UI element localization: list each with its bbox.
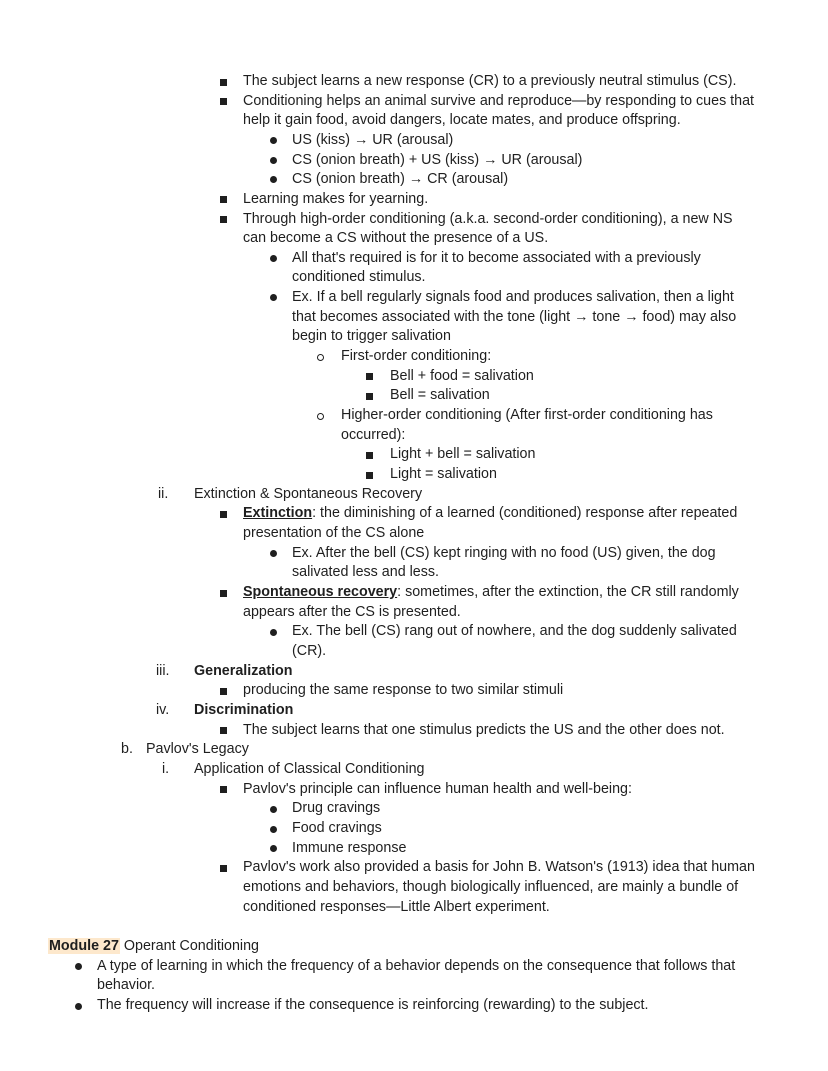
text-line: can become a CS without the presence of a US. (243, 230, 549, 246)
round-bullet-icon (270, 544, 277, 564)
list-marker: i. (162, 761, 170, 777)
square-bullet-icon (220, 210, 227, 230)
list-marker: ii. (158, 486, 169, 502)
text-line: Pavlov's work also provided a basis for John B. Watson's (1913) idea that human (243, 859, 755, 875)
text-line: Spontaneous recovery: sometimes, after the extinction, the CR still randomly (243, 584, 739, 600)
list-marker: b. (121, 741, 133, 757)
round-bullet-icon (75, 957, 82, 977)
list-marker: iii. (156, 663, 170, 679)
text-line: Learning makes for yearning. (243, 191, 429, 207)
text-line: The frequency will increase if the consequence is reinforcing (rewarding) to the subject. (97, 997, 649, 1013)
round-bullet-icon (270, 249, 277, 269)
text-line: Light + bell = salivation (390, 446, 536, 462)
text-line: behavior. (97, 977, 156, 993)
round-bullet-icon (270, 288, 277, 308)
text-line: Ex. If a bell regularly signals food and produces salivation, then a light (292, 289, 734, 305)
text-line: (CR). (292, 643, 327, 659)
hollow-bullet-icon (317, 348, 324, 368)
round-bullet-icon (270, 151, 277, 171)
round-bullet-icon (270, 131, 277, 151)
list-marker: iv. (156, 702, 170, 718)
section-heading: Generalization (194, 663, 293, 679)
square-bullet-icon (366, 367, 373, 387)
hollow-bullet-icon (317, 407, 324, 427)
round-bullet-icon (270, 820, 277, 840)
text-line: Food cravings (292, 820, 382, 836)
square-bullet-icon (220, 584, 227, 604)
square-bullet-icon (220, 505, 227, 525)
text-line: begin to trigger salivation (292, 328, 451, 344)
module-label: Module 27 (49, 938, 119, 954)
text-line: The subject learns a new response (CR) to a previously neutral stimulus (CS). (243, 73, 737, 89)
text-line: A type of learning in which the frequency of a behavior depends on the consequence that follows that (97, 958, 736, 974)
section-heading: Pavlov's Legacy (146, 741, 249, 757)
text-line: Higher-order conditioning (After first-order conditioning has (341, 407, 713, 423)
square-bullet-icon (220, 721, 227, 741)
text-line: producing the same response to two similar stimuli (243, 682, 564, 698)
text-line: that becomes associated with the tone (light → tone → food) may also (292, 309, 737, 325)
text-line: Immune response (292, 840, 407, 856)
square-bullet-icon (366, 446, 373, 466)
text-line: Bell = salivation (390, 387, 490, 403)
square-bullet-icon (366, 466, 373, 486)
round-bullet-icon (75, 997, 82, 1017)
square-bullet-icon (366, 387, 373, 407)
text-line: CS (onion breath) → CR (arousal) (292, 171, 509, 187)
text-line: Conditioning helps an animal survive and reproduce—by responding to cues that (243, 93, 755, 109)
text-line: Extinction: the diminishing of a learned (conditioned) response after repeated (243, 505, 738, 521)
square-bullet-icon (220, 682, 227, 702)
square-bullet-icon (220, 780, 227, 800)
text-line: emotions and behaviors, though biologically influenced, are mainly a bundle of (243, 879, 739, 895)
text-line: conditioned responses—Little Albert experiment. (243, 899, 550, 915)
module-heading: Module 27 Operant Conditioning (49, 938, 260, 954)
section-heading: Application of Classical Conditioning (194, 761, 425, 777)
text-line: presentation of the CS alone (243, 525, 425, 541)
round-bullet-icon (270, 839, 277, 859)
text-line: salivated less and less. (292, 564, 440, 580)
text-line: Ex. The bell (CS) rang out of nowhere, and the dog suddenly salivated (292, 623, 737, 639)
text-line: Bell + food = salivation (390, 368, 534, 384)
text-line: First-order conditioning: (341, 348, 492, 364)
text-line: Through high-order conditioning (a.k.a. second-order conditioning), a new NS (243, 211, 733, 227)
round-bullet-icon (270, 623, 277, 643)
text-line: US (kiss) → UR (arousal) (292, 132, 454, 148)
text-line: occurred): (341, 427, 406, 443)
round-bullet-icon (270, 800, 277, 820)
text-line: CS (onion breath) + US (kiss) → UR (arousal) (292, 152, 583, 168)
square-bullet-icon (220, 859, 227, 879)
text-line: conditioned stimulus. (292, 269, 426, 285)
section-heading: Discrimination (194, 702, 294, 718)
term-spontaneous-recovery: Spontaneous recovery (243, 584, 398, 600)
square-bullet-icon (220, 92, 227, 112)
text-line: All that's required is for it to become associated with a previously (292, 250, 701, 266)
text-line: appears after the CS is presented. (243, 604, 461, 620)
square-bullet-icon (220, 190, 227, 210)
text-line: The subject learns that one stimulus predicts the US and the other does not. (243, 722, 725, 738)
term-extinction: Extinction (243, 505, 313, 521)
square-bullet-icon (220, 73, 227, 93)
text-line: Drug cravings (292, 800, 381, 816)
round-bullet-icon (270, 170, 277, 190)
text-line: Light = salivation (390, 466, 497, 482)
section-heading: Extinction & Spontaneous Recovery (194, 486, 423, 502)
text-line: Ex. After the bell (CS) kept ringing with no food (US) given, the dog (292, 545, 716, 561)
text-line: Pavlov's principle can influence human health and well-being: (243, 781, 632, 797)
text-line: help it gain food, avoid dangers, locate mates, and produce offspring. (243, 112, 681, 128)
